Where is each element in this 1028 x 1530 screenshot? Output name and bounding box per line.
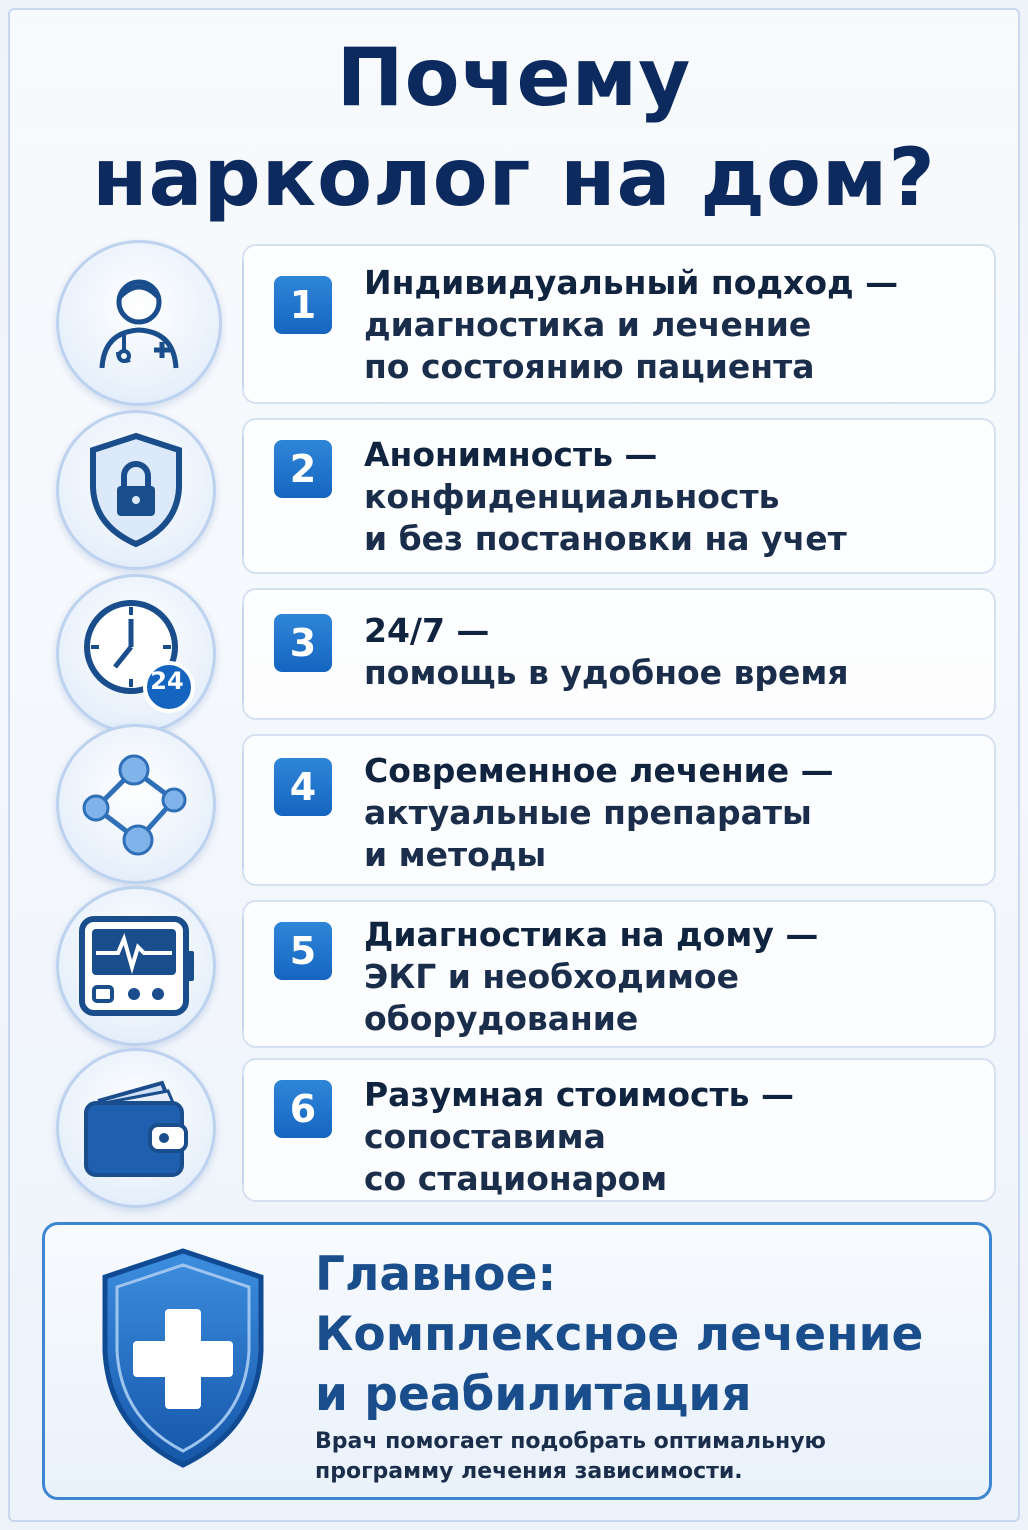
doctor-icon [56,240,222,406]
divider [242,606,244,702]
benefit-heading: Диагностика на дому — [364,915,819,954]
number-badge: 1 [274,276,332,334]
summary-subtitle-line: программу лечения зависимости. [315,1459,743,1484]
number-badge: 4 [274,758,332,816]
summary-title-line: и реабилитация [315,1367,752,1422]
benefit-line: со стационаром [364,1159,668,1198]
number-badge: 3 [274,614,332,672]
title-line-1: Почему [336,31,692,124]
clock-badge-text: 24 [150,667,184,695]
benefit-heading: Современное лечение — [364,751,834,790]
clock-24-icon [56,574,216,734]
summary-subtitle-line: Врач помогает подобрать оптимальную [315,1429,826,1454]
divider [242,752,244,868]
benefit-line: оборудование [364,999,639,1038]
benefit-text [364,434,984,560]
wallet-icon [56,1048,216,1208]
benefit-line: ЭКГ и необходимое [364,957,739,996]
benefit-line: и методы [364,835,547,874]
summary-title-line: Главное: [315,1247,557,1302]
benefit-row-6 [52,1058,996,1202]
benefit-line: помощь в удобное время [364,653,849,692]
ecg-monitor-icon [56,886,216,1046]
divider [242,436,244,556]
benefit-line: диагностика и лечение [364,305,812,344]
benefit-line: конфиденциальность [364,477,780,516]
benefit-text [364,1074,984,1200]
benefit-text [364,914,984,1040]
page-title [0,28,1028,228]
shield-cross-icon [93,1243,273,1477]
molecule-icon [56,724,216,884]
benefit-row-5 [52,900,996,1048]
benefit-line: актуальные препараты [364,793,812,832]
benefit-row-3 [52,588,996,720]
shield-lock-icon [56,410,216,570]
benefit-heading: Разумная стоимость — [364,1075,795,1114]
summary-title-line: Комплексное лечение [315,1307,924,1362]
number-badge: 6 [274,1080,332,1138]
title-line-2: нарколог на дом? [92,131,936,224]
benefit-text [364,750,984,876]
benefit-text [364,610,984,694]
benefit-line: по состоянию пациента [364,347,815,386]
divider [242,918,244,1030]
benefit-heading: Индивидуальный подход — [364,263,899,302]
divider [242,1076,244,1184]
benefit-line: и без постановки на учет [364,519,847,558]
divider [242,262,244,386]
benefit-text [364,262,984,388]
benefit-heading: 24/7 — [364,611,490,650]
summary-box [42,1222,992,1500]
benefit-row-2 [52,418,996,574]
benefit-line: сопоставима [364,1117,606,1156]
number-badge: 2 [274,440,332,498]
number-badge: 5 [274,922,332,980]
benefit-row-4 [52,734,996,886]
benefit-heading: Анонимность — [364,435,658,474]
benefit-row-1 [52,244,996,404]
